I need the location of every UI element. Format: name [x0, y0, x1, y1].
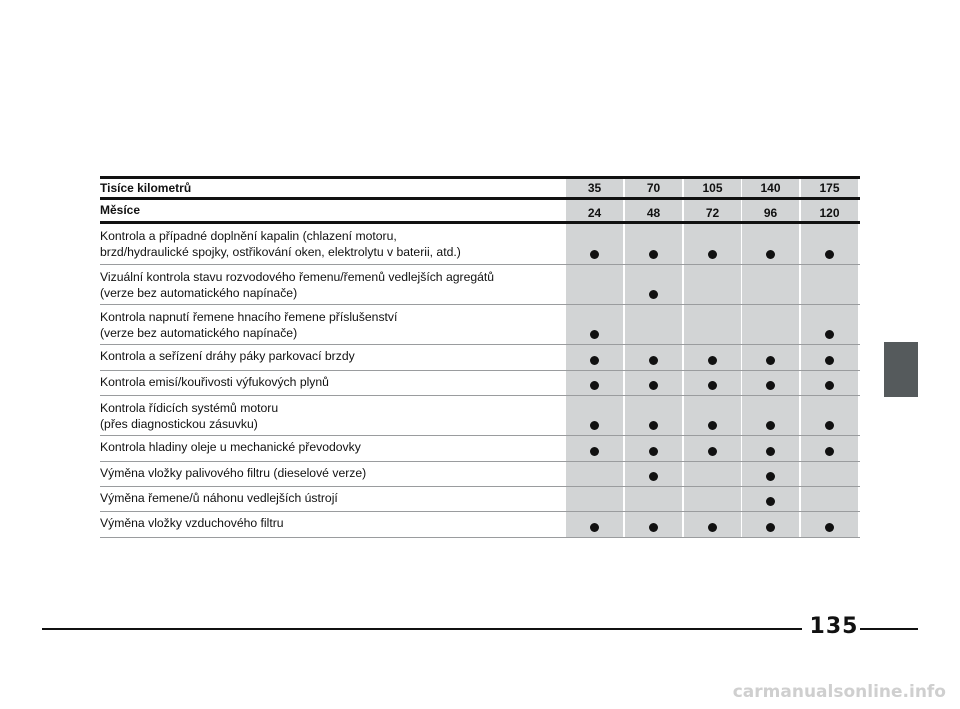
table-row	[100, 345, 860, 371]
schedule-mark-dot	[708, 523, 717, 532]
row-label-line: Kontrola a případné doplnění kapalin (chlazení motoru,	[100, 229, 397, 243]
row-label-line: Vizuální kontrola stavu rozvodového řemenu/řemenů vedlejších agregátů	[100, 270, 495, 284]
table-row	[100, 305, 860, 345]
header-months-label: Měsíce	[100, 203, 141, 217]
row-label	[100, 439, 361, 455]
schedule-mark-dot	[766, 421, 775, 430]
table-row	[100, 371, 860, 396]
header-month-value: 48	[646, 206, 661, 220]
header-km-value: 105	[702, 181, 723, 195]
schedule-mark-dot	[708, 250, 717, 259]
row-label	[100, 490, 338, 506]
row-label-line: Kontrola hladiny oleje u mechanické převodovky	[100, 440, 361, 454]
schedule-mark-dot	[825, 250, 834, 259]
row-label-line: Kontrola řídicích systémů motoru	[100, 401, 279, 415]
row-label	[100, 515, 284, 531]
maintenance-schedule-table	[100, 176, 860, 538]
row-label-line: Výměna řemene/ů náhonu vedlejších ústrojí	[100, 491, 338, 505]
schedule-mark-dot	[590, 250, 599, 259]
schedule-mark-dot	[649, 250, 658, 259]
header-month-value: 120	[819, 206, 840, 220]
row-label	[100, 269, 494, 301]
table-row	[100, 265, 860, 305]
schedule-mark-dot	[590, 447, 599, 456]
row-label-line: Kontrola a seřízení dráhy páky parkovací brzdy	[100, 349, 355, 363]
schedule-mark-dot	[649, 381, 658, 390]
schedule-mark-dot	[766, 497, 775, 506]
schedule-mark-dot	[825, 330, 834, 339]
header-km-value: 140	[760, 181, 781, 195]
schedule-mark-dot	[708, 447, 717, 456]
header-km-value: 70	[646, 181, 661, 195]
table-row	[100, 462, 860, 487]
table-row	[100, 396, 860, 436]
row-label-line: (verze bez automatického napínače)	[100, 286, 298, 300]
schedule-mark-dot	[590, 356, 599, 365]
schedule-mark-dot	[766, 447, 775, 456]
table-row	[100, 436, 860, 462]
table-row	[100, 487, 860, 512]
schedule-mark-dot	[590, 421, 599, 430]
header-month-value: 96	[763, 206, 778, 220]
header-km-value: 175	[819, 181, 840, 195]
header-km-label: Tisíce kilometrů	[100, 181, 192, 195]
table-top-rule	[100, 176, 860, 179]
row-label-line: Kontrola emisí/kouřivosti výfukových plynů	[100, 375, 329, 389]
schedule-mark-dot	[590, 330, 599, 339]
table-row	[100, 224, 860, 265]
footer-rule-left	[42, 628, 802, 630]
row-separator	[100, 537, 860, 538]
row-label	[100, 228, 461, 260]
schedule-mark-dot	[590, 381, 599, 390]
schedule-mark-dot	[766, 356, 775, 365]
schedule-mark-dot	[766, 250, 775, 259]
row-label-line: Výměna vložky vzduchového filtru	[100, 516, 284, 530]
schedule-mark-dot	[708, 421, 717, 430]
header-month-value: 24	[587, 206, 602, 220]
header-month-value: 72	[705, 206, 720, 220]
table-row	[100, 512, 860, 538]
row-label	[100, 374, 329, 390]
schedule-mark-dot	[766, 472, 775, 481]
schedule-mark-dot	[825, 356, 834, 365]
header-km-value: 35	[587, 181, 602, 195]
schedule-mark-dot	[825, 381, 834, 390]
schedule-mark-dot	[825, 523, 834, 532]
schedule-mark-dot	[708, 381, 717, 390]
schedule-mark-dot	[649, 523, 658, 532]
header-divider-rule	[100, 197, 860, 200]
row-label	[100, 309, 397, 341]
section-tab	[884, 342, 918, 397]
schedule-mark-dot	[766, 523, 775, 532]
schedule-mark-dot	[825, 421, 834, 430]
row-label-line: Výměna vložky palivového filtru (dieselové verze)	[100, 466, 367, 480]
row-label	[100, 400, 278, 432]
watermark: carmanualsonline.info	[732, 682, 946, 702]
schedule-mark-dot	[708, 356, 717, 365]
schedule-mark-dot	[825, 447, 834, 456]
schedule-mark-dot	[590, 523, 599, 532]
schedule-mark-dot	[649, 472, 658, 481]
row-label	[100, 465, 366, 481]
row-label-line: (přes diagnostickou zásuvku)	[100, 417, 258, 431]
schedule-mark-dot	[649, 290, 658, 299]
row-label-line: (verze bez automatického napínače)	[100, 326, 298, 340]
schedule-mark-dot	[649, 421, 658, 430]
schedule-mark-dot	[649, 356, 658, 365]
schedule-mark-dot	[649, 447, 658, 456]
row-label-line: brzd/hydraulické spojky, ostřikování oken, elektrolytu v baterii, atd.)	[100, 245, 461, 259]
row-label-line: Kontrola napnutí řemene hnacího řemene příslušenství	[100, 310, 398, 324]
schedule-mark-dot	[766, 381, 775, 390]
page-number: 135	[809, 614, 859, 639]
footer-rule-right	[860, 628, 918, 630]
row-label	[100, 348, 355, 364]
